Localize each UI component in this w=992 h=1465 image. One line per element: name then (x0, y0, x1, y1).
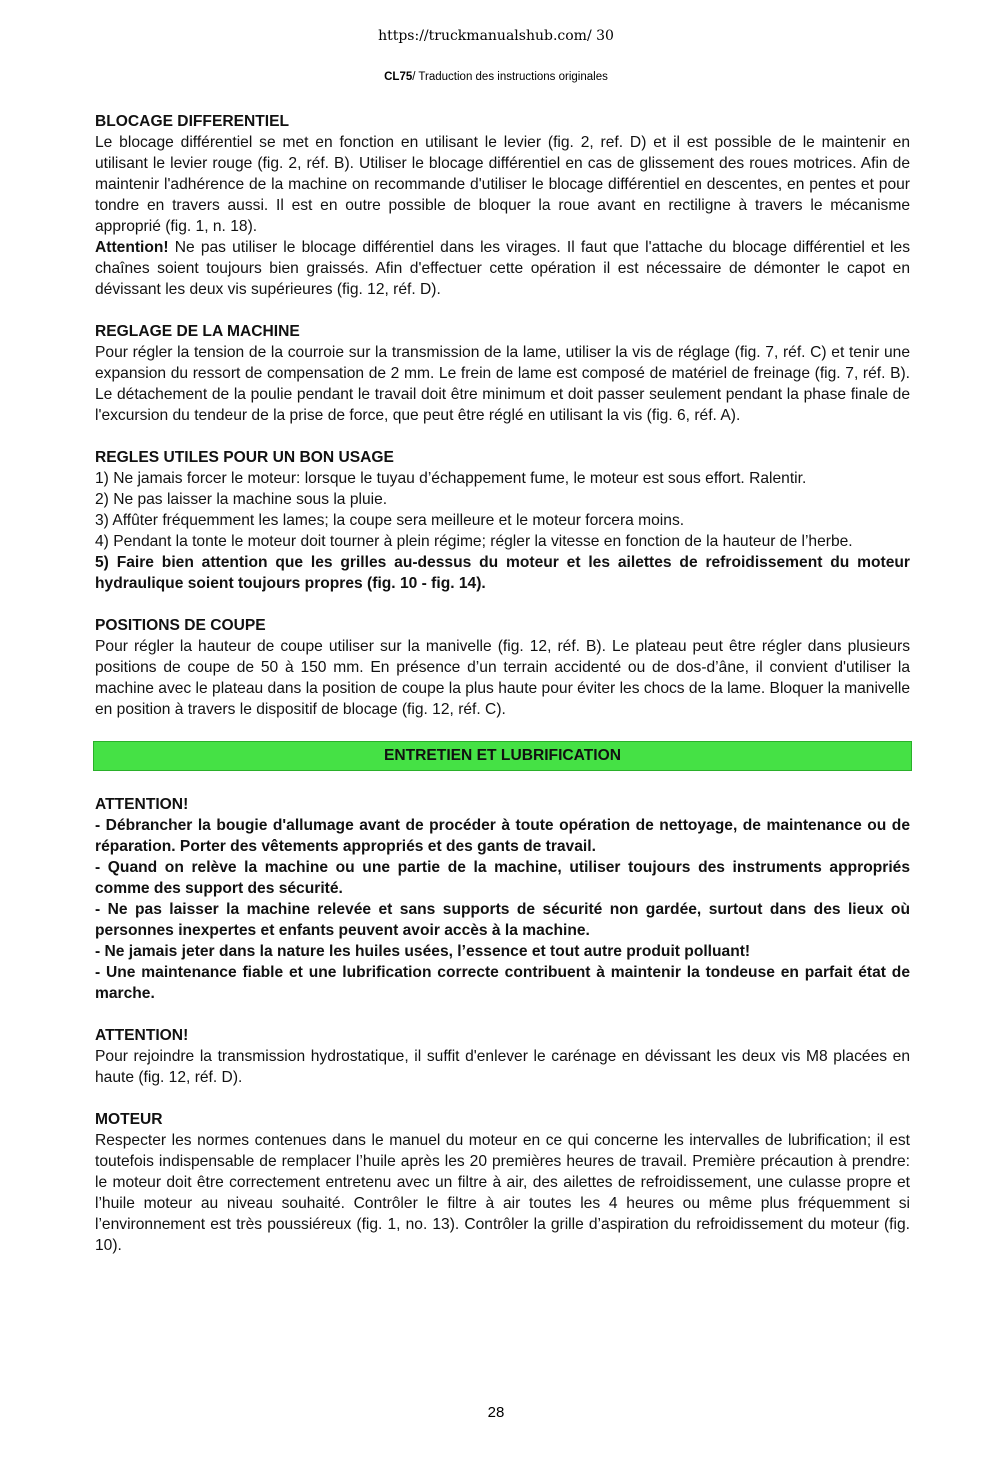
section-paragraph: Pour rejoindre la transmission hydrostatique, il suffit d'enlever le carénage en dévissant les deux vis M8 placées en haute (fig. 12, réf. D). (95, 1048, 910, 1086)
section-positions-coupe (95, 615, 910, 720)
section-title: MOTEUR (95, 1111, 163, 1128)
section-moteur (95, 1109, 910, 1256)
section-regles-utiles (95, 447, 910, 594)
list-item: 3) Affûter fréquemment les lames; la coupe sera meilleure et le moteur forcera moins. (95, 512, 685, 529)
section-title: ATTENTION! (95, 1027, 189, 1044)
section-paragraph: Pour régler la hauteur de coupe utiliser sur la manivelle (fig. 12, réf. B). Le plateau peut être régler dans plusieurs positions de coupe de 50 à 150 mm. En présence d’un terrain accidenté ou de dos-d’âne, il convient d'utiliser la machine avec le plateau dans la position de coupe la plus haute pour éviter les chocs de la lame. Bloquer la manivelle en position à travers le dispositif de blocage (fig. 12, réf. C). (95, 638, 910, 718)
paragraph-text: Le blocage différentiel se met en fonction en utilisant le levier (fig. 2, ref. D) et il est possible de le maintenir en utilisant le levier rouge (fig. 2, réf. B). Utiliser le blocage différentiel en cas de glissement des roues motrices. Afin de maintenir l'adhérence de la machine on recommande d'utiliser le blocage différentiel en descentes, en pentes et pour tondre en travers aussi. Il est en outre possible de bloquer la roue avant en rectiligne à travers le mécanisme approprié (fig. 1, n. 18). (95, 134, 910, 235)
section-attention-transmission (95, 1025, 910, 1088)
section-title: REGLAGE DE LA MACHINE (95, 323, 300, 340)
section-title: ATTENTION! (95, 796, 189, 813)
list-item: 1) Ne jamais forcer le moteur: lorsque le tuyau d’échappement fume, le moteur est sous effort. Ralentir. (95, 470, 807, 487)
subtitle-text: / Traduction des instructions originales (412, 71, 608, 83)
section-reglage-machine (95, 321, 910, 426)
section-title: POSITIONS DE COUPE (95, 617, 266, 634)
list-item: - Ne pas laisser la machine relevée et sans supports de sécurité non gardée, surtout dans des lieux où personnes inexpertes et enfants peuvent avoir accès à la machine. (95, 901, 910, 939)
list-item-important: 5) Faire bien attention que les grilles au-dessus du moteur et les ailettes de refroidissement du moteur hydraulique soient toujours propres (fig. 10 - fig. 14). (95, 554, 910, 592)
model-name: CL75 (384, 71, 413, 83)
list-item: 4) Pendant la tonte le moteur doit tourner à plein régime; régler la vitesse en fonction de la hauteur de l’herbe. (95, 533, 853, 550)
section-title: BLOCAGE DIFFERENTIEL (95, 113, 290, 130)
section-paragraph: Respecter les normes contenues dans le manuel du moteur en ce qui concerne les intervalles de lubrification; il est toutefois indispensable de remplacer l’huile après les 20 premières heures de travail. Première précaution à prendre: le moteur doit être correctement entretenu avec un filtre à air, des ailettes de refroidissement, une culasse propre et l’huile moteur au niveau souhaité. Contrôler le filtre à air toutes les 4 heures ou même plus fréquemment si l’environnement est très poussiéreux (fig. 1, no. 13). Contrôler la grille d’aspiration du refroidissement du moteur (fig. 10). (95, 1132, 910, 1254)
list-item: - Ne jamais jeter dans la nature les huiles usées, l’essence et tout autre produit polluant! (95, 943, 751, 960)
section-blocage-differentiel (95, 111, 910, 300)
list-item: 2) Ne pas laisser la machine sous la pluie. (95, 491, 388, 508)
list-item: - Une maintenance fiable et une lubrification correcte contribuent à maintenir la tondeuse en parfait état de marche. (95, 964, 910, 1002)
source-url[interactable]: https://truckmanualshub.com/ 30 (378, 28, 614, 44)
section-paragraph: Pour régler la tension de la courroie sur la transmission de la lame, utiliser la vis de réglage (fig. 7, réf. C) et tenir une expansion du ressort de compensation de 2 mm. Le frein de lame est composé de matériel de freinage (fig. 7, réf. B). Le détachement de la poulie pendant le travail doit être minimum et doit passer seulement pendant la phase finale de l'excursion du tendeur de la prise de force, que peut être réglé en utilisant la vis (fig. 6, réf. A). (95, 344, 910, 424)
section-attention-safety (95, 794, 910, 1004)
section-banner: ENTRETIEN ET LUBRIFICATION (93, 741, 912, 771)
attention-label: Attention! (95, 239, 169, 256)
main-content (95, 111, 910, 1277)
section-paragraph (95, 132, 910, 300)
attention-text: Ne pas utiliser le blocage différentiel dans les virages. Il faut que l'attache du blocage différentiel et les chaînes soient toujours bien graissés. Afin d'effectuer cette opération il est nécessaire de démonter le capot en dévissant les deux vis supérieures (fig. 12, réf. D). (95, 239, 910, 298)
page-number: 28 (487, 1404, 505, 1421)
list-item: - Débrancher la bougie d'allumage avant de procéder à toute opération de nettoyage, de maintenance ou de réparation. Porter des vêtements appropriés et des gants de travail. (95, 817, 910, 855)
list-item: - Quand on relève la machine ou une partie de la machine, utiliser toujours des instruments appropriés comme des support des sécurité. (95, 859, 910, 897)
document-subtitle (0, 71, 992, 83)
section-title: REGLES UTILES POUR UN BON USAGE (95, 449, 394, 466)
